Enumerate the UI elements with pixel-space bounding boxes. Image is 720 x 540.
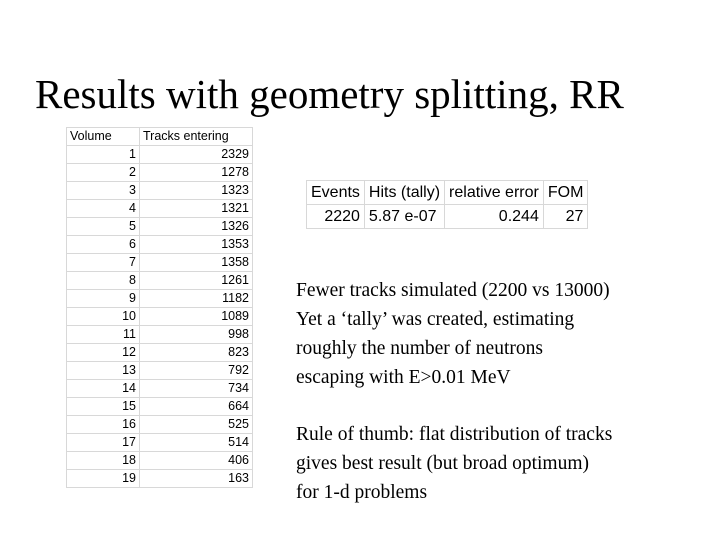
table-row	[67, 236, 253, 254]
paragraph-line: for 1-d problems	[296, 482, 428, 503]
column-header-volume: Volume	[67, 128, 140, 146]
table-row	[67, 470, 253, 488]
hits-value: 5.87 e-07	[364, 205, 444, 229]
table-row	[67, 164, 253, 182]
table-row	[67, 272, 253, 290]
tracks-cell: 734	[140, 380, 253, 398]
tracks-cell: 792	[140, 362, 253, 380]
volume-cell: 19	[67, 470, 140, 488]
table-row	[67, 200, 253, 218]
paragraph-line: roughly the number of neutrons	[296, 338, 543, 359]
volume-cell: 5	[67, 218, 140, 236]
tracks-cell: 998	[140, 326, 253, 344]
rule-of-thumb-paragraph	[296, 420, 706, 507]
volume-cell: 1	[67, 146, 140, 164]
tracks-table	[66, 127, 253, 488]
volume-cell: 16	[67, 416, 140, 434]
column-header-tracks-entering: Tracks entering	[140, 128, 253, 146]
relative-error-value: 0.244	[445, 205, 544, 229]
tracks-cell: 1326	[140, 218, 253, 236]
volume-cell: 15	[67, 398, 140, 416]
volume-cell: 9	[67, 290, 140, 308]
volume-cell: 18	[67, 452, 140, 470]
tracks-cell: 525	[140, 416, 253, 434]
tracks-cell: 823	[140, 344, 253, 362]
tracks-cell: 664	[140, 398, 253, 416]
paragraph-line: Fewer tracks simulated (2200 vs 13000)	[296, 280, 610, 301]
table-row	[67, 452, 253, 470]
table-row	[67, 182, 253, 200]
tracks-cell: 1353	[140, 236, 253, 254]
table-row	[67, 290, 253, 308]
volume-cell: 10	[67, 308, 140, 326]
tracks-cell: 1321	[140, 200, 253, 218]
tracks-cell: 514	[140, 434, 253, 452]
events-value: 2220	[307, 205, 365, 229]
column-header-hits: Hits (tally)	[364, 181, 444, 205]
table-row	[67, 218, 253, 236]
volume-cell: 2	[67, 164, 140, 182]
volume-cell: 12	[67, 344, 140, 362]
volume-cell: 13	[67, 362, 140, 380]
volume-cell: 6	[67, 236, 140, 254]
table-row	[67, 380, 253, 398]
paragraph-line: gives best result (but broad optimum)	[296, 453, 589, 474]
table-row	[67, 416, 253, 434]
table-row	[67, 362, 253, 380]
tracks-cell: 1182	[140, 290, 253, 308]
fom-value: 27	[543, 205, 588, 229]
tracks-table-header	[67, 128, 253, 146]
volume-cell: 11	[67, 326, 140, 344]
tracks-cell: 1261	[140, 272, 253, 290]
results-table-row	[307, 205, 588, 229]
results-table	[306, 180, 588, 229]
slide-title: Results with geometry splitting, RR	[35, 71, 624, 117]
tracks-cell: 1089	[140, 308, 253, 326]
tracks-cell: 1278	[140, 164, 253, 182]
table-row	[67, 434, 253, 452]
volume-cell: 14	[67, 380, 140, 398]
table-row	[67, 398, 253, 416]
volume-cell: 17	[67, 434, 140, 452]
volume-cell: 7	[67, 254, 140, 272]
table-row	[67, 326, 253, 344]
column-header-events: Events	[307, 181, 365, 205]
paragraph-line: escaping with E>0.01 MeV	[296, 367, 511, 388]
paragraph-line: Yet a ‘tally’ was created, estimating	[296, 309, 575, 330]
table-row	[67, 308, 253, 326]
table-row	[67, 146, 253, 164]
volume-cell: 3	[67, 182, 140, 200]
results-table-header	[307, 181, 588, 205]
table-row	[67, 344, 253, 362]
tracks-cell: 1323	[140, 182, 253, 200]
paragraph-line: Rule of thumb: flat distribution of tracks	[296, 424, 613, 445]
tracks-cell: 1358	[140, 254, 253, 272]
tracks-cell: 163	[140, 470, 253, 488]
explanation-paragraph	[296, 276, 706, 392]
tracks-cell: 406	[140, 452, 253, 470]
column-header-fom: FOM	[543, 181, 588, 205]
column-header-relative-error: relative error	[445, 181, 544, 205]
volume-cell: 4	[67, 200, 140, 218]
volume-cell: 8	[67, 272, 140, 290]
tracks-cell: 2329	[140, 146, 253, 164]
table-row	[67, 254, 253, 272]
